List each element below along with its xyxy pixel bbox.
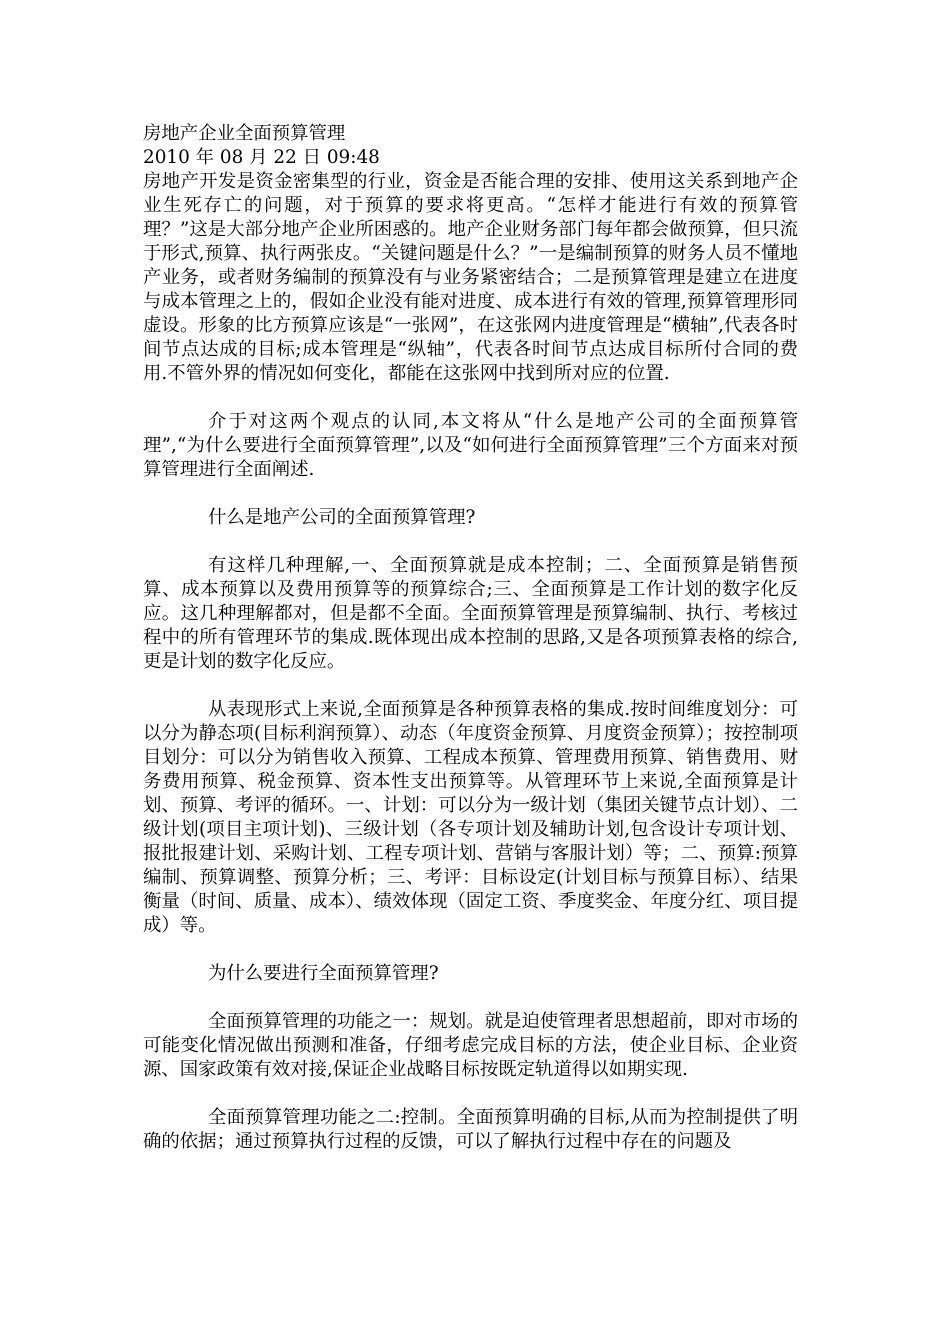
section-heading-what: 什么是地产公司的全面预算管理? [208, 507, 476, 528]
paragraph-forms: 从表现形式上来说,全面预算是各种预算表格的集成.按时间维度划分：可以分为静态项(目标利润预算）、动态（年度资金预算、月度资金预算）；按控制项目划分：可以分为销售收入预算、工程成本预算、管理费用预算、销售费用、财务费用预算、税金预算、资本性支出预算等。从管理环节上来说,全面预算是计划、预算、考评的循环。一、计划：可以分为一级计划（集团关键节点计划）、二级计划(项目主项计划)、三级计划（各专项计划及辅助计划,包含设计专项计划、报批报建计划、采购计划、工程专项计划、营销与客服计划）等；二、预算:预算编制、预算调整、预算分析；三、考评：目标设定(计划目标与预算目标）、结果衡量（时间、质量、成本）、绩效体现（固定工资、季度奖金、年度分红、项目提成）等。 [143, 699, 798, 936]
paragraph-gap [143, 530, 798, 554]
paragraph-function-planning: 全面预算管理的功能之一：规划。就是迫使管理者思想超前，即对市场的可能变化情况做出预测和准备，仔细考虑完成目标的方法，使企业目标、企业资源、国家政策有效对接,保证企业战略目标按既定轨道得以如期实现. [143, 1011, 798, 1080]
paragraph-gap [143, 986, 798, 1010]
document-datetime: 2010 年 08 月 22 日 09:48 [143, 147, 380, 168]
paragraph-gap [143, 674, 798, 698]
section-heading-why: 为什么要进行全面预算管理? [208, 963, 439, 984]
paragraph-understandings: 有这样几种理解,一、全面预算就是成本控制；二、全面预算是销售预算、成本预算以及费用预算等的预算综合;三、全面预算是工作计划的数字化反应。这几种理解都对，但是都不全面。全面预算管理是预算编制、执行、考核过程中的所有管理环节的集成.既体现出成本控制的思路,又是各项预算表格的综合,更是计划的数字化反应。 [143, 555, 798, 672]
paragraph-gap [143, 482, 798, 506]
paragraph-intro: 房地产开发是资金密集型的行业，资金是否能合理的安排、使用这关系到地产企业生死存亡的问题，对于预算的要求将更高。“怎样才能进行有效的预算管理？”这是大部分地产企业所困惑的。地产企业财务部门每年都会做预算，但只流于形式,预算、执行两张皮。“关键问题是什么？”一是编制预算的财务人员不懂地产业务，或者财务编制的预算没有与业务紧密结合；二是预算管理是建立在进度与成本管理之上的，假如企业没有能对进度、成本进行有效的管理,预算管理形同虚设。形象的比方预算应该是“一张网”，在这张网内进度管理是“横轴”,代表各时间节点达成的目标;成本管理是“纵轴”，代表各时间节点达成目标所付合同的费用.不管外界的情况如何变化，都能在这张网中找到所对应的位置. [143, 171, 798, 384]
paragraph-function-control: 全面预算管理功能之二:控制。全面预算明确的目标,从而为控制提供了明确的依据；通过预算执行过程的反馈，可以了解执行过程中存在的问题及 [143, 1107, 798, 1152]
paragraph-gap [143, 386, 798, 410]
document-body [143, 122, 798, 1154]
paragraph-gap [143, 1082, 798, 1106]
paragraph-gap [143, 938, 798, 962]
paragraph-scope: 介于对这两个观点的认同,本文将从“什么是地产公司的全面预算管理”,“为什么要进行全面预算管理”,以及“如何进行全面预算管理”三个方面来对预算管理进行全面阐述. [143, 411, 798, 480]
document-title: 房地产企业全面预算管理 [143, 123, 346, 144]
